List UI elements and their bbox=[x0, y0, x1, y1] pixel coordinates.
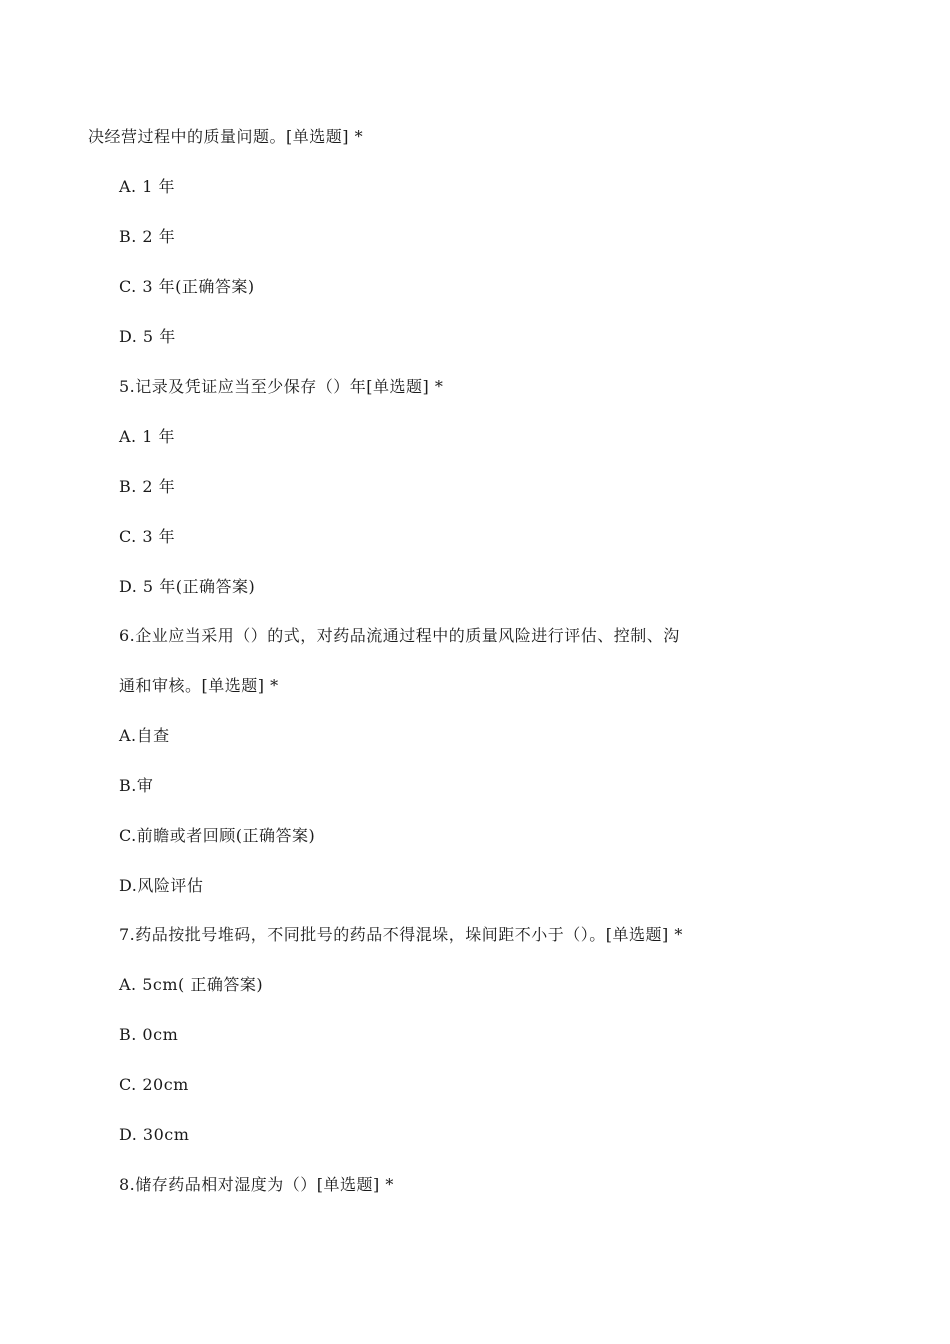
q6-option-b: B.审 bbox=[119, 776, 154, 795]
question-4-continuation: 决经营过程中的质量问题。[单选题] * bbox=[88, 127, 364, 146]
q7-option-d: D. 30cm bbox=[119, 1125, 190, 1144]
q5-option-a: A. 1 年 bbox=[119, 427, 175, 446]
q4-option-a: A. 1 年 bbox=[119, 177, 175, 196]
q7-option-c: C. 20cm bbox=[119, 1075, 189, 1094]
question-6-text-continued: 通和审核。[单选题] * bbox=[119, 676, 279, 695]
question-7-text: 7.药品按批号堆码，不同批号的药品不得混垛，垛间距不小于（）。[单选题] * bbox=[119, 925, 683, 944]
q4-option-b: B. 2 年 bbox=[119, 227, 176, 246]
q6-option-a: A.自查 bbox=[119, 726, 170, 745]
q5-option-d: D. 5 年(正确答案) bbox=[119, 577, 256, 596]
question-6-text: 6.企业应当采用（）的式，对药品流通过程中的质量风险进行评估、控制、沟 bbox=[119, 626, 680, 645]
q7-option-a: A. 5cm( 正确答案) bbox=[119, 975, 264, 994]
q5-option-c: C. 3 年 bbox=[119, 527, 176, 546]
q5-option-b: B. 2 年 bbox=[119, 477, 176, 496]
question-8-text: 8.储存药品相对湿度为（）[单选题] * bbox=[119, 1175, 394, 1194]
q6-option-d: D.风险评估 bbox=[119, 876, 204, 895]
q6-option-c: C.前瞻或者回顾(正确答案) bbox=[119, 826, 316, 845]
q7-option-b: B. 0cm bbox=[119, 1025, 179, 1044]
q4-option-c: C. 3 年(正确答案) bbox=[119, 277, 255, 296]
q4-option-d: D. 5 年 bbox=[119, 327, 176, 346]
question-5-text: 5.记录及凭证应当至少保存（）年[单选题] * bbox=[119, 377, 444, 396]
